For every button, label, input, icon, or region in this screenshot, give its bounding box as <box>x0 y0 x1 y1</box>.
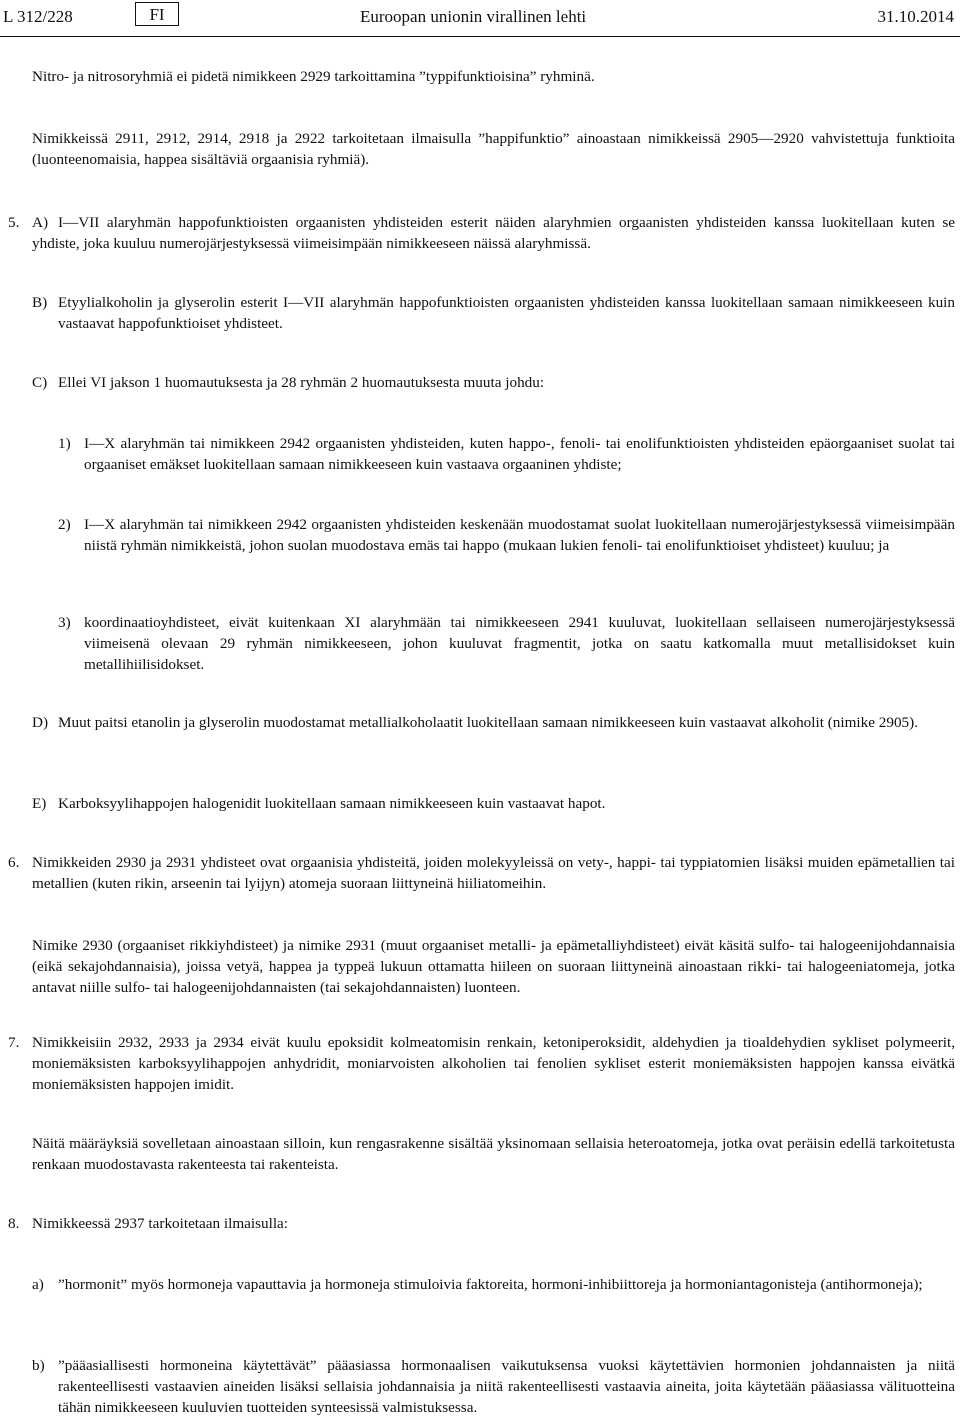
item-label: 2) <box>58 516 71 533</box>
note-5-c-3-text: koordinaatioyhdisteet, eivät kuitenkaan XI alaryhmään tai nimikkeeseen 2941 kuuluvat, luokitellaan sellaiseen numerojärjestyksessä viimeisenä olevaan 29 ryhmän nimikkeeseen, johon kuuluvat fragmentit, jotka on saatu katkomalla muut metallisidokset kuin metallihiilisidokset. <box>84 614 955 673</box>
note-5-a-text: I—VII alaryhmän happofunktioisten orgaanisten yhdisteiden esterit näiden alaryhmien orgaanisten yhdisteiden kanssa luokitellaan kuten se yhdiste, joka kuuluu numerojärjestyksessä viimeisimpään nimikkeeseen näissä alaryhmissä. <box>32 214 955 252</box>
note-5-c-1-text: I—X alaryhmän tai nimikkeen 2942 orgaanisten yhdisteiden, kuten happo-, fenoli- tai enolifunktioisten yhdisteiden epäorgaaniset suolat tai orgaaniset emäkset luokitellaan samaan nimikkeeseen kuin vastaava orgaaninen yhdiste; <box>84 435 955 473</box>
note-6-text: Nimikkeiden 2930 ja 2931 yhdisteet ovat orgaanisia yhdisteitä, joiden molekyyleissä on vety-, happi- tai typpiatomien lisäksi muiden epämetallien tai metallien (kuten rikin, arseenin tai lyijyn) atomeja suoraan liittyneinä hiiliatomeihin. <box>32 854 955 892</box>
item-label: B) <box>32 294 48 311</box>
item-label: a) <box>32 1276 44 1293</box>
note-5-c-1 <box>58 433 955 475</box>
note-5-e-text: Karboksyylihappojen halogenidit luokitellaan samaan nimikkeeseen kuin vastaavat hapot. <box>58 795 606 812</box>
item-label: E) <box>32 795 47 812</box>
note-5-d <box>32 712 955 733</box>
note-5-d-text: Muut paitsi etanolin ja glyserolin muodostamat metallialkoholaatit luokitellaan samaan nimikkeeseen kuin vastaavat alkoholit (nimike 2905). <box>58 714 918 731</box>
note-8-a <box>32 1274 955 1295</box>
item-label: A) <box>32 214 49 231</box>
item-label: 1) <box>58 435 71 452</box>
note-5-b <box>32 292 955 334</box>
note-8 <box>8 1213 955 1234</box>
note-5-c-text: Ellei VI jakson 1 huomautuksesta ja 28 ryhmän 2 huomautuksesta muuta johdu: <box>58 374 545 391</box>
note-8-b <box>32 1355 955 1418</box>
language-badge: FI <box>135 2 179 26</box>
note-5-c-2-text: I—X alaryhmän tai nimikkeen 2942 orgaanisten yhdisteiden keskenään muodostamat suolat luokitellaan numerojärjestyksessä viimeisimpään niistä ryhmän nimikkeistä, johon suolan muodostava emäs tai happo (mukaan lukien fenoli- tai enolifunktioiset yhdisteet) kuuluu; ja <box>84 516 955 554</box>
note-7 <box>8 1032 955 1095</box>
journal-title: Euroopan unionin virallinen lehti <box>360 7 587 26</box>
note-8-a-text: ”hormonit” myös hormoneja vapauttavia ja hormoneja stimuloivia faktoreita, hormoni-inhibiittoreja ja hormoniantagonisteja (antihormoneja); <box>58 1276 923 1293</box>
note-8-text: Nimikkeessä 2937 tarkoitetaan ilmaisulla: <box>32 1215 289 1232</box>
note-7-text: Nimikkeisiin 2932, 2933 ja 2934 eivät kuulu epoksidit kolmeatomisin renkain, ketoniperoksidit, aldehydien ja tioaldehydien sykliset polymeerit, moniemäksisten karboksyylihappojen anhydridit, moniarvoisten alkoholien tai fenolien sykliset esterit moniemäksisten happojen kanssa eivätkä moniemäksisten happojen imidit. <box>32 1034 955 1093</box>
note-number: 8. <box>8 1215 20 1232</box>
note-5-e <box>32 793 955 814</box>
paragraph-nitro: Nitro- ja nitrosoryhmiä ei pidetä nimikkeen 2929 tarkoittamina ”typpifunktioisina” ryhminä. <box>32 68 595 85</box>
note-number: 5. <box>8 214 20 231</box>
page-header <box>0 0 960 40</box>
header-rule <box>0 36 960 37</box>
item-label: 3) <box>58 614 71 631</box>
publication-date: 31.10.2014 <box>877 7 954 26</box>
note-6-second: Nimike 2930 (orgaaniset rikkiyhdisteet) ja nimike 2931 (muut orgaaniset metalli- ja epämetalliyhdisteet) eivät käsitä sulfo- tai halogeenijohdannaisia (eikä sekajohdannaisia), joissa vetyä, happea ja typpeä lukuun ottamatta hiileen on suoraan liittyneinä ainoastaan rikki- tai halogeeniatomeja, jotka antavat niille sulfo- tai halogeenijohdannaisten (tai sekajohdannaisten) luonteen. <box>32 937 955 996</box>
item-label: C) <box>32 374 48 391</box>
item-label: D) <box>32 714 49 731</box>
note-6 <box>8 852 955 894</box>
item-label: b) <box>32 1357 45 1374</box>
note-5-c-3 <box>58 612 955 675</box>
note-number: 6. <box>8 854 20 871</box>
note-5-b-text: Etyylialkoholin ja glyserolin esterit I—VII alaryhmän happofunktioisten orgaanisten yhdisteiden kanssa luokitellaan samaan nimikkeeseen kuin vastaavat happofunktioiset yhdisteet. <box>58 294 955 332</box>
note-8-b-text: ”pääasiallisesti hormoneina käytettävät” pääasiassa hormonaalisen vaikutuksensa vuoksi käytettävien hormonien johdannaisten ja niitä rakenteellisesti vastaavien aineiden lisäksi sellaisia johdannaisia ja niitä rakenteellisesti vastaavia aineita, joita käytetään pääasiassa välituotteina tähän nimikkeeseen kuuluvien tuotteiden synteesissä valmistuksessa. <box>58 1357 955 1416</box>
note-7-second: Näitä määräyksiä sovelletaan ainoastaan silloin, kun rengasrakenne sisältää yksinomaan sellaisia heteroatomeja, jotka ovat peräisin edellä tarkoitetusta renkaan muodostavasta rakenteesta tai rakenteista. <box>32 1135 955 1173</box>
note-5-c <box>32 372 955 393</box>
page-reference: L 312/228 <box>3 7 73 26</box>
note-5-c-2 <box>58 514 955 556</box>
note-number: 7. <box>8 1034 20 1051</box>
note-5 <box>8 212 955 254</box>
paragraph-happifunktio: Nimikkeissä 2911, 2912, 2914, 2918 ja 2922 tarkoitetaan ilmaisulla ”happifunktio” ainoastaan nimikkeissä 2905—2920 vahvistettuja funktioita (luonteenomaisia, happea sisältäviä orgaanisia ryhmiä). <box>32 130 955 168</box>
